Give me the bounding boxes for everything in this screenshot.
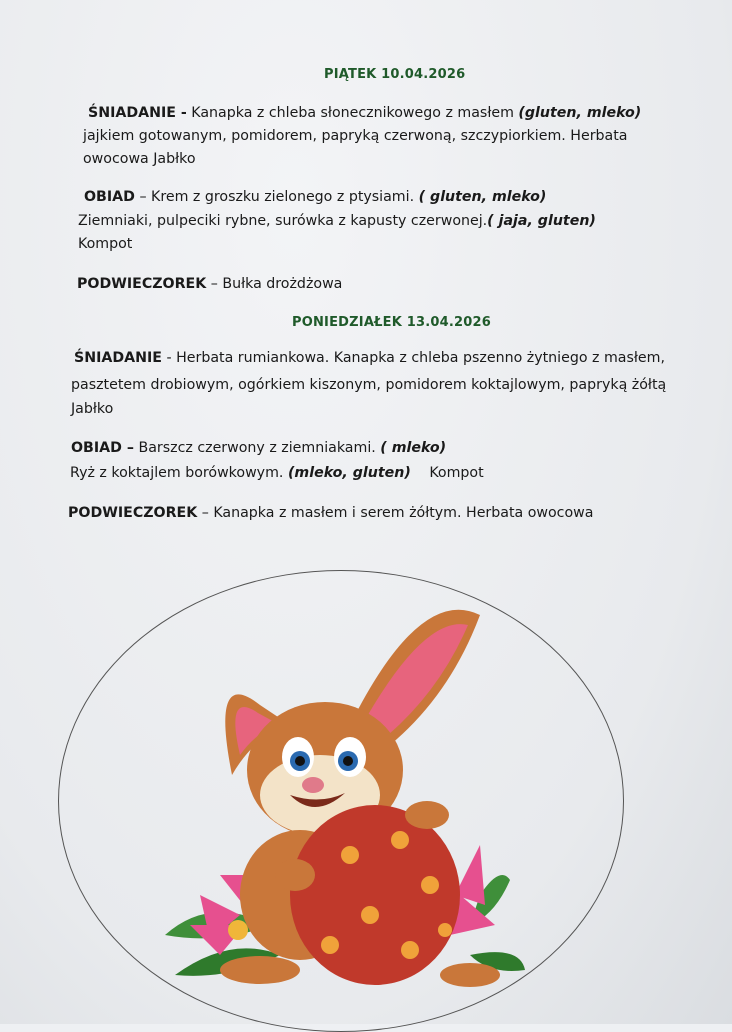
lunch2-text-2: Ryż z koktajlem borówkowym. xyxy=(70,465,284,481)
snack-label: PODWIECZOREK xyxy=(77,276,207,292)
lunch2-allergens-2: (mleko, gluten) xyxy=(287,465,411,481)
lunch-line-1 xyxy=(84,189,546,205)
breakfast-line-1 xyxy=(88,105,641,121)
lunch-allergens: ( gluten, mleko) xyxy=(418,189,547,205)
lunch-text: – Krem z groszku zielonego z ptysiami. xyxy=(139,189,415,205)
lunch-text-2: Ziemniaki, pulpeciki rybne, surówka z kapusty czerwonej. xyxy=(78,213,488,229)
lunch2-line-2 xyxy=(70,465,484,481)
breakfast2-line-2: pasztetem drobiowym, ogórkiem kiszonym, pomidorem koktajlowym, papryką żółtą xyxy=(71,377,667,393)
lunch-line-2 xyxy=(78,213,596,229)
breakfast-line-3: owocowa Jabłko xyxy=(83,151,196,167)
lunch2-extra: Kompot xyxy=(429,465,484,481)
lunch2-label: OBIAD – xyxy=(71,440,134,456)
lunch-allergens-2: ( jaja, gluten) xyxy=(487,213,596,229)
breakfast-text: Kanapka z chleba słonecznikowego z masłem xyxy=(191,105,514,121)
breakfast2-text: - Herbata rumiankowa. Kanapka z chleba pszenno żytniego z masłem, xyxy=(166,350,665,366)
lunch-line-3: Kompot xyxy=(78,236,133,252)
snack-text: – Bułka drożdżowa xyxy=(210,276,343,292)
breakfast-label: ŚNIADANIE - xyxy=(88,105,187,121)
snack2-line xyxy=(68,505,593,521)
lunch2-text: Barszcz czerwony z ziemniakami. xyxy=(138,440,376,456)
snack2-label: PODWIECZOREK xyxy=(68,505,198,521)
day-heading-monday: PONIEDZIAŁEK 13.04.2026 xyxy=(292,315,491,330)
easter-bunny-with-egg-icon xyxy=(150,595,530,995)
breakfast-line-2: jajkiem gotowanym, pomidorem, papryką czerwoną, szczypiorkiem. Herbata xyxy=(83,128,628,144)
breakfast-allergens: (gluten, mleko) xyxy=(518,105,642,121)
lunch-label: OBIAD xyxy=(84,189,135,205)
lunch2-line-1 xyxy=(71,440,446,456)
breakfast2-label: ŚNIADANIE xyxy=(74,350,162,366)
snack2-text: – Kanapka z masłem i serem żółtym. Herbata owocowa xyxy=(201,505,594,521)
day-heading-friday: PIĄTEK 10.04.2026 xyxy=(324,67,466,82)
breakfast2-line-1 xyxy=(74,350,665,366)
lunch2-allergens: ( mleko) xyxy=(380,440,447,456)
snack-line xyxy=(77,276,342,292)
breakfast2-line-3: Jabłko xyxy=(71,401,114,417)
